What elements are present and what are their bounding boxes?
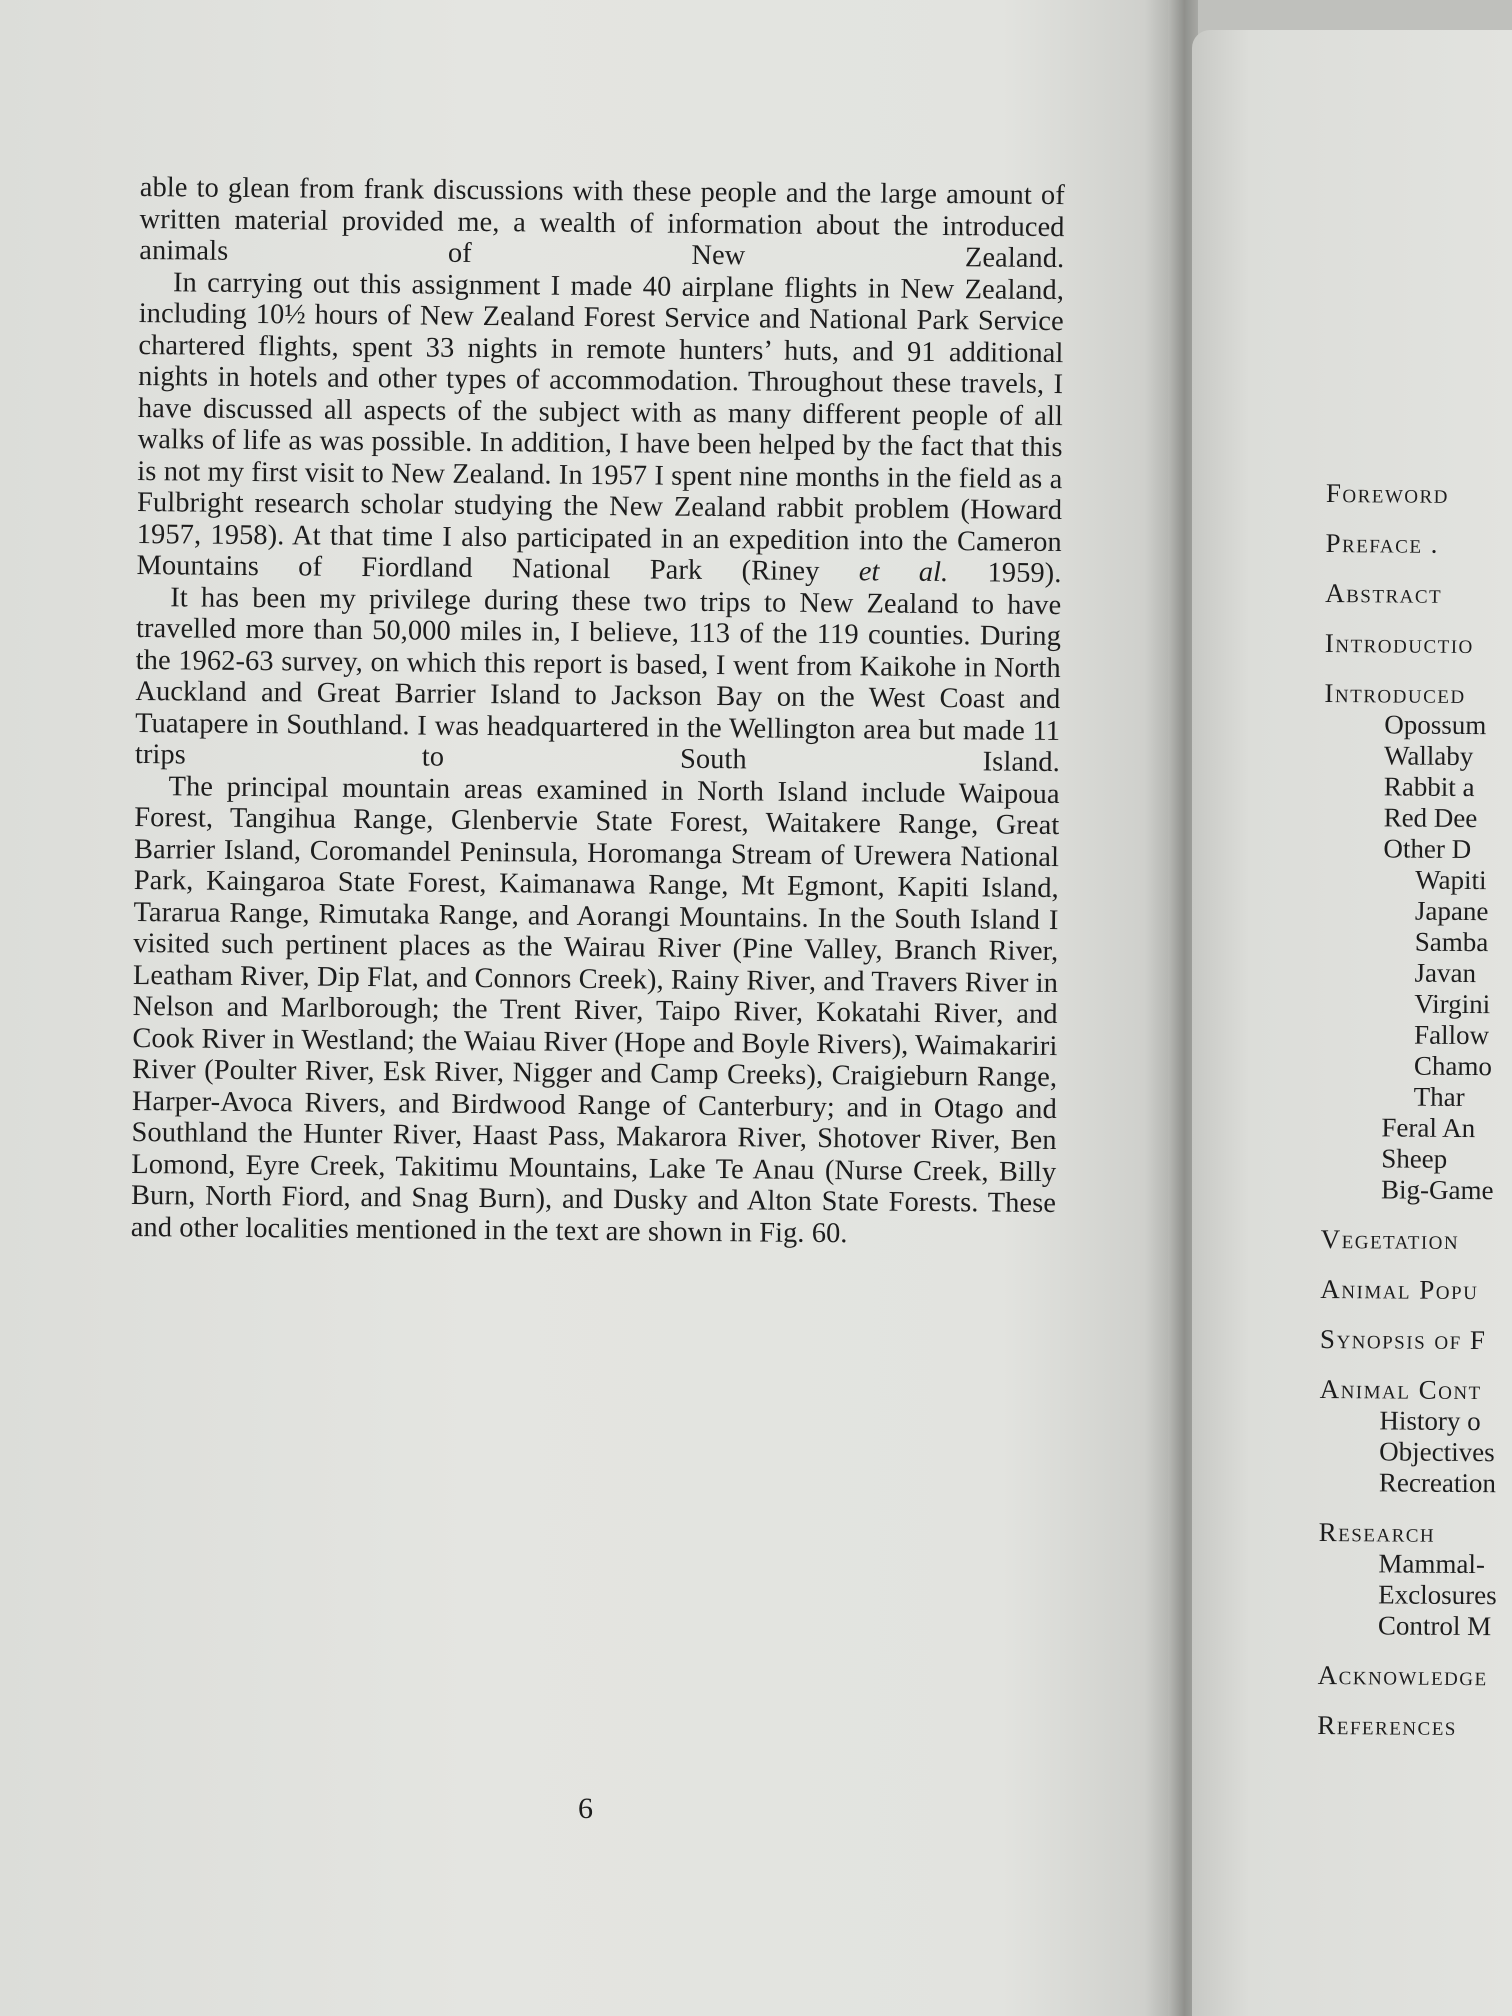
toc-entry: Objectives	[1379, 1436, 1495, 1468]
toc-entry: Mammal-	[1378, 1548, 1486, 1580]
toc-heading: Preface .	[1325, 527, 1440, 559]
toc-entry: Sheep	[1381, 1143, 1448, 1174]
toc-entry: Exclosures	[1378, 1579, 1497, 1611]
toc-heading: Introduced	[1324, 677, 1466, 709]
toc-entry: Recreation	[1378, 1467, 1497, 1499]
toc-entry: Opossum	[1384, 709, 1487, 741]
toc-entry: Control M	[1377, 1610, 1492, 1642]
toc-heading: Vegetation	[1320, 1223, 1460, 1255]
toc-heading: Acknowledge	[1317, 1659, 1488, 1692]
toc-heading: Synopsis of F	[1319, 1323, 1487, 1356]
paragraph: It has been my privilege during these two trips to New Zealand to have travelled more than 50,000 miles in, I believe, 113 of the 119 counties. During the 1962-63 survey, on which this report is based, I went from Kaikohe in North Auckland and Great Barrier Island to Jackson Bay on the West Coast and Tuatapere in Southland. I was headquartered in the Wellington area but made 11 trips to South Island.	[134, 581, 1062, 779]
toc-entry: Wapiti	[1415, 864, 1487, 896]
toc-entry: Red Dee	[1383, 802, 1478, 834]
page-number: 6	[578, 1792, 593, 1825]
toc-heading: Research	[1318, 1516, 1436, 1548]
toc-entry: Thar	[1413, 1081, 1465, 1112]
toc-entry: Feral An	[1381, 1112, 1476, 1144]
paragraph: In carrying out this assignment I made 40 airplane flights in New Zealand, including 10½ hours of New Zealand Forest Service and National Park Service chartered flights, spent 33 nights in remote hunters’ huts, and 91 additional nights in hotels and other types of accommodation. Throughout these travels, I have discussed all aspects of the subject with as many different people of all walks of life as was possible. In addition, I have been helped by the fact that this is not my first visit to New Zealand. In 1957 I spent nine months in the field as a Fulbright research scholar studying the New Zealand rabbit problem (Howard 1957, 1958). At that time I also participated in an expedition into the Cameron Mountains of Fiordland National Park (Riney et al. 1959).	[136, 266, 1065, 590]
toc-heading: Animal Popu	[1320, 1273, 1479, 1306]
toc-heading: Animal Cont	[1319, 1373, 1482, 1406]
toc-entry: History o	[1379, 1405, 1481, 1437]
toc-heading: Introductio	[1324, 627, 1474, 660]
toc-entry: Fallow	[1414, 1019, 1490, 1051]
toc-heading: Abstract	[1325, 577, 1443, 609]
toc-entry: Wallaby	[1383, 740, 1474, 772]
toc-entry: Samba	[1414, 926, 1489, 958]
toc-entry: Big-Game	[1380, 1174, 1494, 1206]
toc-entry: Japane	[1414, 895, 1489, 927]
toc-heading: References	[1317, 1709, 1458, 1741]
toc-entry: Rabbit a	[1383, 771, 1475, 803]
toc-heading: Foreword	[1325, 478, 1450, 509]
toc-entry: Virgini	[1414, 988, 1491, 1020]
toc-entry: Javan	[1414, 957, 1477, 989]
table-of-contents	[1317, 478, 1512, 1743]
toc-entry: Other D	[1383, 833, 1472, 865]
paragraph: The principal mountain areas examined in North Island include Waipoua Forest, Tangihua Range, Glenbervie State Forest, Waitakere Range, Great Barrier Island, Coromandel Peninsula, Horomanga Stream of Urewera National Park, Kaingaroa State Forest, Kaimanawa Range, Mt Egmont, Kapiti Island, Tararua Range, Rimutaka Range, and Aorangi Mountains. In the South Island I visited such pertinent places as the Wairau River (Pine Valley, Branch River, Leatham River, Dip Flat, and Connors Creek), Rainy River, and Travers River in Nelson and Marlborough; the Trent River, Taipo River, Kokatahi River, and Cook River in Westland; the Waiau River (Hope and Boyle Rivers), Waimakariri River (Poulter River, Esk River, Nigger and Camp Creeks), Craigieburn Range, Harper-Avoca Rivers, and Birdwood Range of Canterbury; and in Otago and Southland the Hunter River, Haast Pass, Makarora River, Shotover River, Ben Lomond, Eyre Creek, Takitimu Mountains, Lake Te Anau (Nurse Creek, Billy Burn, North Fiord, and Snag Burn), and Dusky and Alton State Forests. These and other localities mentioned in the text are shown in Fig. 60.	[130, 770, 1060, 1249]
paragraph: able to glean from frank discussions with these people and the large amount of written material provided me, a wealth of information about the introduced animals of New Zealand.	[139, 172, 1065, 275]
body-text	[131, 172, 1065, 1251]
toc-entry: Chamo	[1413, 1050, 1493, 1082]
